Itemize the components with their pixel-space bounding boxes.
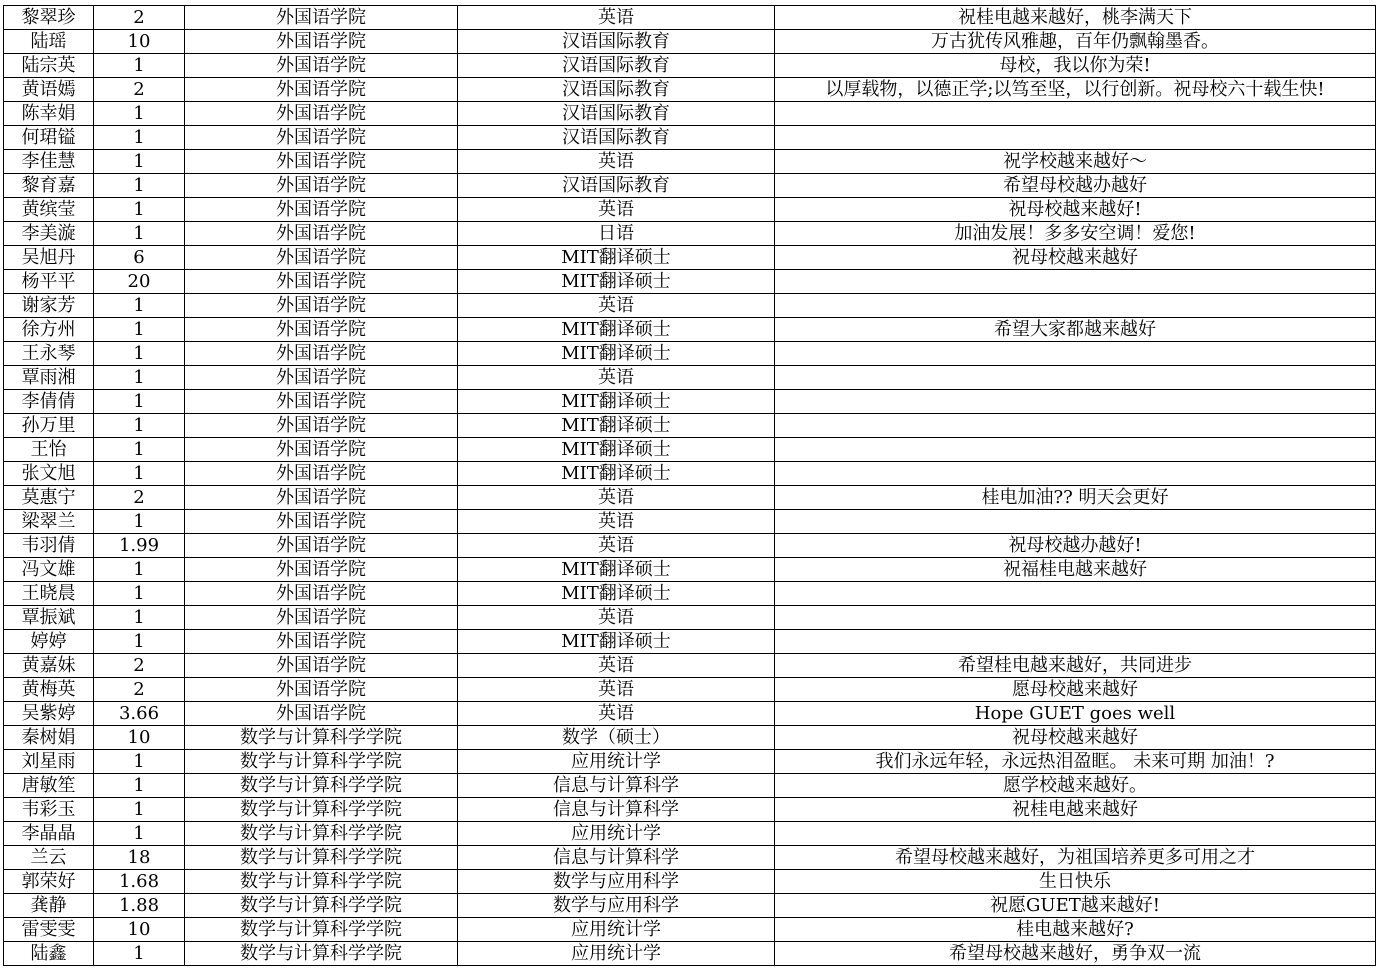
- donor-name-cell[interactable]: 龚静: [4, 894, 94, 918]
- major-cell[interactable]: 汉语国际教育: [458, 54, 775, 78]
- message-cell[interactable]: 希望桂电越来越好，共同进步: [775, 654, 1376, 678]
- major-cell[interactable]: 信息与计算科学: [458, 846, 775, 870]
- major-cell[interactable]: MIT翻译硕士: [458, 390, 775, 414]
- table-row: [4, 774, 1376, 798]
- college-cell[interactable]: 外国语学院: [185, 30, 458, 54]
- college-cell[interactable]: 数学与计算科学学院: [185, 894, 458, 918]
- college-cell[interactable]: 外国语学院: [185, 510, 458, 534]
- donor-name-cell[interactable]: 黄嘉妹: [4, 654, 94, 678]
- amount-cell[interactable]: 1: [94, 198, 185, 222]
- major-cell[interactable]: 信息与计算科学: [458, 798, 775, 822]
- major-cell[interactable]: 英语: [458, 510, 775, 534]
- amount-cell[interactable]: 1: [94, 438, 185, 462]
- message-cell[interactable]: 母校，我以你为荣!: [775, 54, 1376, 78]
- table-row: [4, 246, 1376, 270]
- message-cell[interactable]: 祝学校越来越好～: [775, 150, 1376, 174]
- message-cell[interactable]: [775, 270, 1376, 294]
- donor-name-cell[interactable]: 黎育嘉: [4, 174, 94, 198]
- amount-cell[interactable]: 1: [94, 126, 185, 150]
- college-cell[interactable]: 外国语学院: [185, 6, 458, 30]
- amount-cell[interactable]: 1.88: [94, 894, 185, 918]
- college-cell[interactable]: 数学与计算科学学院: [185, 750, 458, 774]
- table-row: [4, 198, 1376, 222]
- college-cell[interactable]: 外国语学院: [185, 462, 458, 486]
- college-cell[interactable]: 数学与计算科学学院: [185, 918, 458, 942]
- message-cell[interactable]: [775, 606, 1376, 630]
- amount-cell[interactable]: 10: [94, 918, 185, 942]
- major-cell[interactable]: 数学与应用科学: [458, 870, 775, 894]
- table-row: [4, 222, 1376, 246]
- donor-name-cell[interactable]: 何珺镒: [4, 126, 94, 150]
- table-row: [4, 558, 1376, 582]
- table-row: [4, 510, 1376, 534]
- table-row: [4, 846, 1376, 870]
- major-cell[interactable]: 英语: [458, 6, 775, 30]
- donor-name-cell[interactable]: 张文旭: [4, 462, 94, 486]
- amount-cell[interactable]: 1: [94, 366, 185, 390]
- amount-cell[interactable]: 1: [94, 606, 185, 630]
- amount-cell[interactable]: 3.66: [94, 702, 185, 726]
- message-cell[interactable]: [775, 822, 1376, 846]
- message-cell[interactable]: 桂电加油?? 明天会更好: [775, 486, 1376, 510]
- message-cell[interactable]: 祝母校越来越好: [775, 246, 1376, 270]
- major-cell[interactable]: 汉语国际教育: [458, 30, 775, 54]
- donor-name-cell[interactable]: 黄语嫣: [4, 78, 94, 102]
- table-row: [4, 390, 1376, 414]
- amount-cell[interactable]: 1: [94, 294, 185, 318]
- amount-cell[interactable]: 1.68: [94, 870, 185, 894]
- major-cell[interactable]: 信息与计算科学: [458, 774, 775, 798]
- college-cell[interactable]: 外国语学院: [185, 246, 458, 270]
- donor-name-cell[interactable]: 王晓晨: [4, 582, 94, 606]
- donor-name-cell[interactable]: 李倩倩: [4, 390, 94, 414]
- table-row: [4, 318, 1376, 342]
- amount-cell[interactable]: 1: [94, 174, 185, 198]
- major-cell[interactable]: 日语: [458, 222, 775, 246]
- amount-cell[interactable]: 2: [94, 78, 185, 102]
- major-cell[interactable]: 汉语国际教育: [458, 102, 775, 126]
- major-cell[interactable]: MIT翻译硕士: [458, 318, 775, 342]
- amount-cell[interactable]: 10: [94, 30, 185, 54]
- table-row: [4, 342, 1376, 366]
- amount-cell[interactable]: 2: [94, 6, 185, 30]
- message-cell[interactable]: [775, 294, 1376, 318]
- amount-cell[interactable]: 2: [94, 654, 185, 678]
- table-row: [4, 870, 1376, 894]
- college-cell[interactable]: 外国语学院: [185, 414, 458, 438]
- message-cell[interactable]: 愿学校越来越好。: [775, 774, 1376, 798]
- major-cell[interactable]: 英语: [458, 606, 775, 630]
- major-cell[interactable]: 应用统计学: [458, 750, 775, 774]
- donor-name-cell[interactable]: 韦彩玉: [4, 798, 94, 822]
- donor-name-cell[interactable]: 徐方州: [4, 318, 94, 342]
- table-row: [4, 486, 1376, 510]
- donor-name-cell[interactable]: 莫惠宁: [4, 486, 94, 510]
- donor-name-cell[interactable]: 梁翠兰: [4, 510, 94, 534]
- college-cell[interactable]: 数学与计算科学学院: [185, 870, 458, 894]
- message-cell[interactable]: 祝母校越办越好!: [775, 534, 1376, 558]
- college-cell[interactable]: 外国语学院: [185, 630, 458, 654]
- table-row: [4, 702, 1376, 726]
- message-cell[interactable]: [775, 366, 1376, 390]
- college-cell[interactable]: 数学与计算科学学院: [185, 846, 458, 870]
- college-cell[interactable]: 外国语学院: [185, 126, 458, 150]
- amount-cell[interactable]: 2: [94, 678, 185, 702]
- message-cell[interactable]: 我们永远年轻，永远热泪盈眶。 未来可期 加油！?: [775, 750, 1376, 774]
- college-cell[interactable]: 数学与计算科学学院: [185, 774, 458, 798]
- college-cell[interactable]: 数学与计算科学学院: [185, 942, 458, 966]
- message-cell[interactable]: 加油发展！多多安空调！爱您!: [775, 222, 1376, 246]
- major-cell[interactable]: 汉语国际教育: [458, 126, 775, 150]
- major-cell[interactable]: 英语: [458, 654, 775, 678]
- donor-name-cell[interactable]: 刘星雨: [4, 750, 94, 774]
- amount-cell[interactable]: 1.99: [94, 534, 185, 558]
- major-cell[interactable]: 英语: [458, 534, 775, 558]
- college-cell[interactable]: 外国语学院: [185, 702, 458, 726]
- major-cell[interactable]: 英语: [458, 198, 775, 222]
- donor-name-cell[interactable]: 黄梅英: [4, 678, 94, 702]
- college-cell[interactable]: 外国语学院: [185, 342, 458, 366]
- major-cell[interactable]: MIT翻译硕士: [458, 414, 775, 438]
- major-cell[interactable]: MIT翻译硕士: [458, 438, 775, 462]
- table-row: [4, 822, 1376, 846]
- amount-cell[interactable]: 1: [94, 822, 185, 846]
- message-cell[interactable]: 万古犹传风雅趣，百年仍飘翰墨香。: [775, 30, 1376, 54]
- college-cell[interactable]: 外国语学院: [185, 438, 458, 462]
- major-cell[interactable]: 英语: [458, 150, 775, 174]
- college-cell[interactable]: 数学与计算科学学院: [185, 798, 458, 822]
- donor-name-cell[interactable]: 韦羽倩: [4, 534, 94, 558]
- amount-cell[interactable]: 1: [94, 54, 185, 78]
- table-row: [4, 30, 1376, 54]
- amount-cell[interactable]: 2: [94, 486, 185, 510]
- message-cell[interactable]: [775, 126, 1376, 150]
- amount-cell[interactable]: 1: [94, 582, 185, 606]
- major-cell[interactable]: MIT翻译硕士: [458, 246, 775, 270]
- table-row: [4, 630, 1376, 654]
- table-row: [4, 534, 1376, 558]
- donor-name-cell[interactable]: 唐敏笙: [4, 774, 94, 798]
- table-row: [4, 582, 1376, 606]
- table-row: [4, 894, 1376, 918]
- college-cell[interactable]: 外国语学院: [185, 102, 458, 126]
- college-cell[interactable]: 外国语学院: [185, 174, 458, 198]
- college-cell[interactable]: 外国语学院: [185, 582, 458, 606]
- college-cell[interactable]: 外国语学院: [185, 222, 458, 246]
- donor-name-cell[interactable]: 陆瑶: [4, 30, 94, 54]
- major-cell[interactable]: MIT翻译硕士: [458, 342, 775, 366]
- donor-name-cell[interactable]: 冯文雄: [4, 558, 94, 582]
- message-cell[interactable]: Hope GUET goes well: [775, 702, 1376, 726]
- table-row: [4, 414, 1376, 438]
- college-cell[interactable]: 数学与计算科学学院: [185, 726, 458, 750]
- college-cell[interactable]: 外国语学院: [185, 558, 458, 582]
- donor-name-cell[interactable]: 覃振斌: [4, 606, 94, 630]
- college-cell[interactable]: 外国语学院: [185, 78, 458, 102]
- table-row: [4, 54, 1376, 78]
- message-cell[interactable]: 希望母校越来越好，勇争双一流: [775, 942, 1376, 966]
- message-cell[interactable]: 希望母校越办越好: [775, 174, 1376, 198]
- donor-name-cell[interactable]: 孙万里: [4, 414, 94, 438]
- major-cell[interactable]: MIT翻译硕士: [458, 462, 775, 486]
- message-cell[interactable]: 祝福桂电越来越好: [775, 558, 1376, 582]
- amount-cell[interactable]: 1: [94, 102, 185, 126]
- table-row: [4, 726, 1376, 750]
- message-cell[interactable]: 祝桂电越来越好，桃李满天下: [775, 6, 1376, 30]
- table-body: [4, 6, 1376, 966]
- donor-name-cell[interactable]: 婷婷: [4, 630, 94, 654]
- donor-name-cell[interactable]: 陆宗英: [4, 54, 94, 78]
- major-cell[interactable]: 英语: [458, 702, 775, 726]
- major-cell[interactable]: 应用统计学: [458, 822, 775, 846]
- table-row: [4, 438, 1376, 462]
- message-cell[interactable]: 祝母校越来越好!: [775, 198, 1376, 222]
- major-cell[interactable]: MIT翻译硕士: [458, 582, 775, 606]
- table-row: [4, 750, 1376, 774]
- table-row: [4, 102, 1376, 126]
- message-cell[interactable]: [775, 414, 1376, 438]
- donation-table: [3, 5, 1376, 966]
- major-cell[interactable]: 数学（硕士）: [458, 726, 775, 750]
- amount-cell[interactable]: 1: [94, 558, 185, 582]
- college-cell[interactable]: 外国语学院: [185, 150, 458, 174]
- donor-name-cell[interactable]: 覃雨湘: [4, 366, 94, 390]
- amount-cell[interactable]: 1: [94, 630, 185, 654]
- table-row: [4, 366, 1376, 390]
- donor-name-cell[interactable]: 雷雯雯: [4, 918, 94, 942]
- message-cell[interactable]: 以厚载物，以德正学;以笃至坚，以行创新。祝母校六十载生快!: [775, 78, 1376, 102]
- college-cell[interactable]: 外国语学院: [185, 678, 458, 702]
- message-cell[interactable]: [775, 630, 1376, 654]
- amount-cell[interactable]: 1: [94, 318, 185, 342]
- donor-name-cell[interactable]: 秦树娟: [4, 726, 94, 750]
- amount-cell[interactable]: 1: [94, 462, 185, 486]
- table-row: [4, 942, 1376, 966]
- major-cell[interactable]: MIT翻译硕士: [458, 558, 775, 582]
- donor-name-cell[interactable]: 谢家芳: [4, 294, 94, 318]
- table-row: [4, 654, 1376, 678]
- amount-cell[interactable]: 1: [94, 774, 185, 798]
- amount-cell[interactable]: 1: [94, 150, 185, 174]
- table-row: [4, 174, 1376, 198]
- donor-name-cell[interactable]: 陆鑫: [4, 942, 94, 966]
- table-row: [4, 918, 1376, 942]
- college-cell[interactable]: 外国语学院: [185, 390, 458, 414]
- table-row: [4, 462, 1376, 486]
- donor-name-cell[interactable]: 陈幸娟: [4, 102, 94, 126]
- message-cell[interactable]: [775, 582, 1376, 606]
- college-cell[interactable]: 数学与计算科学学院: [185, 822, 458, 846]
- amount-cell[interactable]: 1: [94, 414, 185, 438]
- message-cell[interactable]: 生日快乐: [775, 870, 1376, 894]
- major-cell[interactable]: MIT翻译硕士: [458, 630, 775, 654]
- table-row: [4, 294, 1376, 318]
- amount-cell[interactable]: 1: [94, 942, 185, 966]
- major-cell[interactable]: 数学与应用科学: [458, 894, 775, 918]
- major-cell[interactable]: 英语: [458, 366, 775, 390]
- message-cell[interactable]: [775, 102, 1376, 126]
- donor-name-cell[interactable]: 李佳慧: [4, 150, 94, 174]
- major-cell[interactable]: 汉语国际教育: [458, 174, 775, 198]
- major-cell[interactable]: 应用统计学: [458, 942, 775, 966]
- major-cell[interactable]: MIT翻译硕士: [458, 270, 775, 294]
- table-row: [4, 270, 1376, 294]
- message-cell[interactable]: 桂电越来越好?: [775, 918, 1376, 942]
- amount-cell[interactable]: 1: [94, 390, 185, 414]
- message-cell[interactable]: 希望大家都越来越好: [775, 318, 1376, 342]
- table-row: [4, 678, 1376, 702]
- message-cell[interactable]: [775, 510, 1376, 534]
- college-cell[interactable]: 外国语学院: [185, 606, 458, 630]
- amount-cell[interactable]: 1: [94, 510, 185, 534]
- donor-name-cell[interactable]: 王怡: [4, 438, 94, 462]
- donor-name-cell[interactable]: 兰云: [4, 846, 94, 870]
- amount-cell[interactable]: 1: [94, 222, 185, 246]
- message-cell[interactable]: 祝愿GUET越来越好!: [775, 894, 1376, 918]
- donor-name-cell[interactable]: 黎翠珍: [4, 6, 94, 30]
- college-cell[interactable]: 外国语学院: [185, 366, 458, 390]
- amount-cell[interactable]: 18: [94, 846, 185, 870]
- message-cell[interactable]: [775, 462, 1376, 486]
- major-cell[interactable]: 应用统计学: [458, 918, 775, 942]
- donor-name-cell[interactable]: 郭荣好: [4, 870, 94, 894]
- college-cell[interactable]: 外国语学院: [185, 294, 458, 318]
- amount-cell[interactable]: 6: [94, 246, 185, 270]
- message-cell[interactable]: 祝母校越来越好: [775, 726, 1376, 750]
- major-cell[interactable]: 英语: [458, 486, 775, 510]
- donor-name-cell[interactable]: 李晶晶: [4, 822, 94, 846]
- message-cell[interactable]: [775, 390, 1376, 414]
- table-row: [4, 798, 1376, 822]
- message-cell[interactable]: 希望母校越来越好，为祖国培养更多可用之才: [775, 846, 1376, 870]
- college-cell[interactable]: 外国语学院: [185, 270, 458, 294]
- message-cell[interactable]: [775, 342, 1376, 366]
- college-cell[interactable]: 外国语学院: [185, 318, 458, 342]
- college-cell[interactable]: 外国语学院: [185, 54, 458, 78]
- amount-cell[interactable]: 10: [94, 726, 185, 750]
- donor-name-cell[interactable]: 杨平平: [4, 270, 94, 294]
- donor-name-cell[interactable]: 吴紫婷: [4, 702, 94, 726]
- major-cell[interactable]: 英语: [458, 678, 775, 702]
- table-row: [4, 150, 1376, 174]
- major-cell[interactable]: 汉语国际教育: [458, 78, 775, 102]
- table-row: [4, 78, 1376, 102]
- table-row: [4, 126, 1376, 150]
- amount-cell[interactable]: 1: [94, 798, 185, 822]
- college-cell[interactable]: 外国语学院: [185, 654, 458, 678]
- college-cell[interactable]: 外国语学院: [185, 486, 458, 510]
- amount-cell[interactable]: 1: [94, 342, 185, 366]
- donor-name-cell[interactable]: 李美漩: [4, 222, 94, 246]
- message-cell[interactable]: 愿母校越来越好: [775, 678, 1376, 702]
- college-cell[interactable]: 外国语学院: [185, 534, 458, 558]
- message-cell[interactable]: [775, 438, 1376, 462]
- donor-name-cell[interactable]: 吴旭丹: [4, 246, 94, 270]
- donor-name-cell[interactable]: 黄缤莹: [4, 198, 94, 222]
- amount-cell[interactable]: 1: [94, 750, 185, 774]
- college-cell[interactable]: 外国语学院: [185, 198, 458, 222]
- table-row: [4, 606, 1376, 630]
- message-cell[interactable]: 祝桂电越来越好: [775, 798, 1376, 822]
- major-cell[interactable]: 英语: [458, 294, 775, 318]
- amount-cell[interactable]: 20: [94, 270, 185, 294]
- table-row: [4, 6, 1376, 30]
- donor-name-cell[interactable]: 王永琴: [4, 342, 94, 366]
